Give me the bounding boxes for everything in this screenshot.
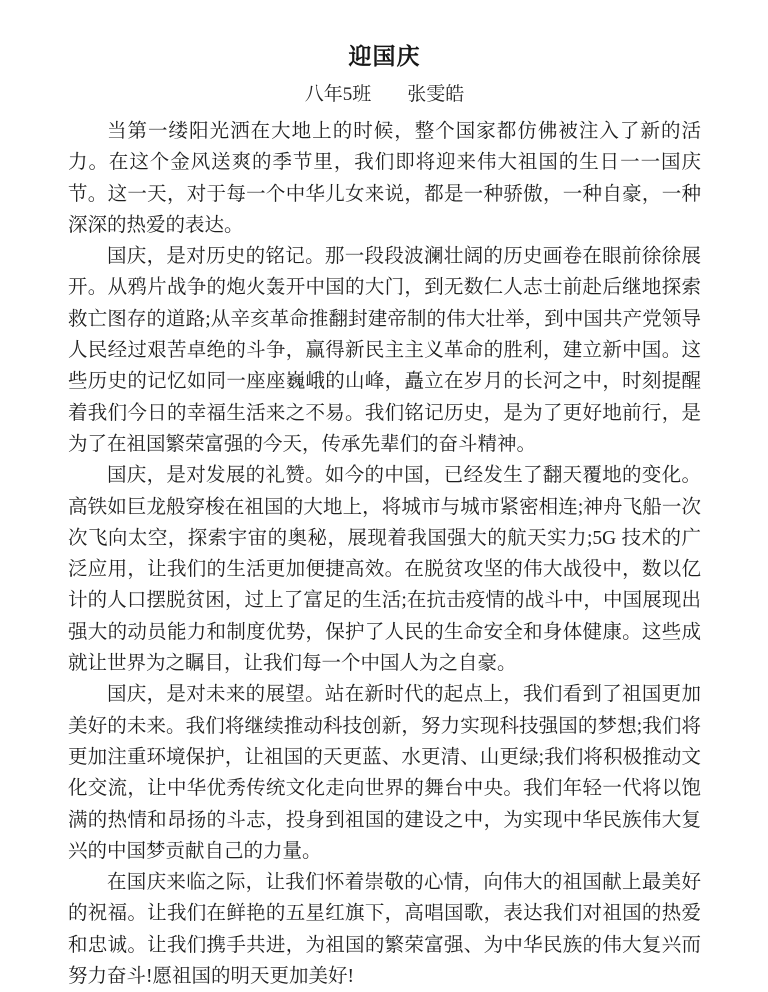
- essay-paragraph-intro: 当第一缕阳光洒在大地上的时候，整个国家都仿佛被注入了新的活力。在这个金风送爽的季节里，我们即将迎来伟大祖国的生日一一国庆节。这一天，对于每一个中华儿女来说，都是一种骄傲，一种自豪，一种深深的热爱的表达。: [68, 121, 701, 236]
- essay-paragraph-history: 国庆，是对历史的铭记。那一段段波澜壮阔的历史画卷在眼前徐徐展开。从鸦片战争的炮火轰开中国的大门，到无数仁人志士前赴后继地探索救亡图存的道路;从辛亥革命推翻封建帝制的伟大壮举，到中国共产党领导人民经过艰苦卓绝的斗争，赢得新民主主义革命的胜利，建立新中国。这些历史的记忆如同一座座巍峨的山峰，矗立在岁月的长河之中，时刻提醒着我们今日的幸福生活来之不易。我们铭记历史，是为了更好地前行，是为了在祖国繁荣富强的今天，传承先辈们的奋斗精神。: [68, 246, 701, 455]
- essay-paragraph-future: 国庆，是对未来的展望。站在新时代的起点上，我们看到了祖国更加美好的未来。我们将继续推动科技创新，努力实现科技强国的梦想;我们将更加注重环境保护，让祖国的天更蓝、水更清、山更绿;我们将积极推动文化交流，让中华优秀传统文化走向世界的舞台中央。我们年轻一代将以饱满的热情和昂扬的斗志，投身到祖国的建设之中，为实现中华民族伟大复兴的中国梦贡献自己的力量。: [68, 684, 701, 862]
- essay-title: 迎国庆: [348, 44, 421, 69]
- essay-body: [68, 116, 701, 992]
- essay-paragraph-closing: 在国庆来临之际，让我们怀着崇敬的心情，向伟大的祖国献上最美好的祝福。让我们在鲜艳的五星红旗下，高唱国歌，表达我们对祖国的热爱和忠诚。让我们携手共进，为祖国的繁荣富强、为中华民族的伟大复兴而努力奋斗!愿祖国的明天更加美好!: [68, 872, 701, 988]
- byline-class-name: 八年5班: [304, 84, 372, 105]
- byline: [68, 83, 701, 107]
- essay-paragraph-development: 国庆，是对发展的礼赞。如今的中国，已经发生了翻天覆地的变化。高铁如巨龙般穿梭在祖国的大地上，将城市与城市紧密相连;神舟飞船一次次飞向太空，探索宇宙的奥秘，展现着我国强大的航天实力;5G 技术的广泛应用，让我们的生活更加便捷高效。在脱贫攻坚的伟大战役中，数以亿计的人口摆脱贫困，过上了富足的生活;在抗击疫情的战斗中，中国展现出强大的动员能力和制度优势，保护了人民的生命安全和身体健康。这些成就让世界为之瞩目，让我们每一个中国人为之自豪。: [68, 465, 701, 675]
- byline-author-name: 张雯皓: [407, 84, 465, 105]
